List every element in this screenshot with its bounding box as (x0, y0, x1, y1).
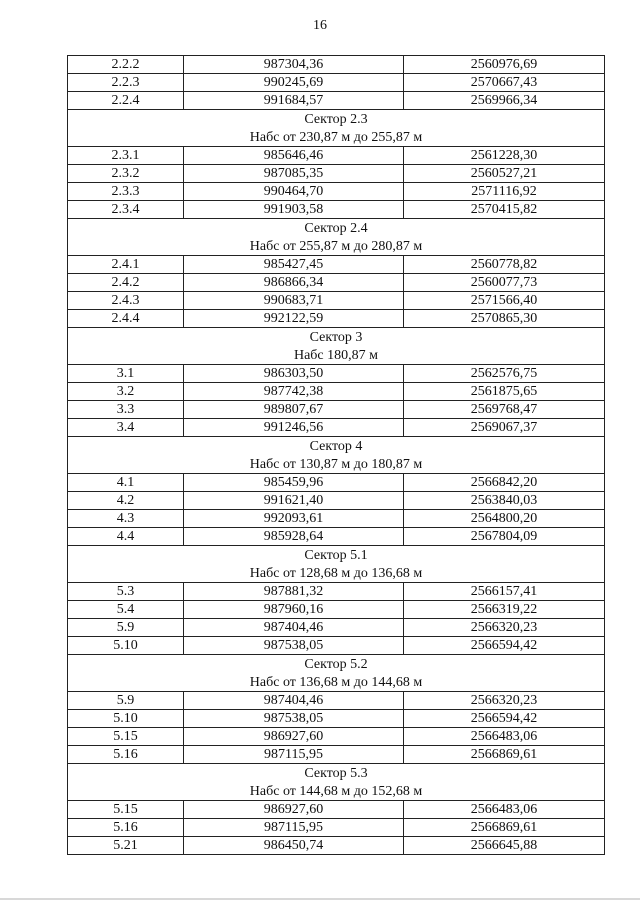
x-coordinate-cell: 986927,60 (184, 801, 404, 819)
y-coordinate-cell: 2571566,40 (404, 292, 605, 310)
table-row (68, 492, 605, 510)
section-title-row (68, 110, 605, 130)
section-subtitle-row (68, 129, 605, 147)
y-coordinate-cell: 2566157,41 (404, 583, 605, 601)
table-row (68, 728, 605, 746)
y-coordinate-cell: 2570667,43 (404, 74, 605, 92)
x-coordinate-cell: 987304,36 (184, 56, 404, 74)
point-id-cell: 4.4 (68, 528, 184, 546)
y-coordinate-cell: 2566320,23 (404, 692, 605, 710)
y-coordinate-cell: 2566319,22 (404, 601, 605, 619)
point-id-cell: 2.2.4 (68, 92, 184, 110)
x-coordinate-cell: 985928,64 (184, 528, 404, 546)
y-coordinate-cell: 2560778,82 (404, 256, 605, 274)
point-id-cell: 2.4.3 (68, 292, 184, 310)
section-subtitle-row (68, 565, 605, 583)
point-id-cell: 2.2.2 (68, 56, 184, 74)
table-row (68, 692, 605, 710)
page-bottom-rule (0, 898, 640, 900)
point-id-cell: 5.9 (68, 619, 184, 637)
y-coordinate-cell: 2561228,30 (404, 147, 605, 165)
x-coordinate-cell: 992093,61 (184, 510, 404, 528)
point-id-cell: 2.4.1 (68, 256, 184, 274)
point-id-cell: 2.4.2 (68, 274, 184, 292)
table-row (68, 619, 605, 637)
table-row (68, 147, 605, 165)
point-id-cell: 3.2 (68, 383, 184, 401)
table-row (68, 474, 605, 492)
section-elevation: Набс от 128,68 м до 136,68 м (68, 565, 605, 583)
section-title: Сектор 4 (68, 437, 605, 457)
x-coordinate-cell: 987404,46 (184, 619, 404, 637)
table-row (68, 56, 605, 74)
table-row (68, 274, 605, 292)
point-id-cell: 2.3.4 (68, 201, 184, 219)
y-coordinate-cell: 2566594,42 (404, 710, 605, 728)
table-row (68, 365, 605, 383)
table-row (68, 528, 605, 546)
y-coordinate-cell: 2571116,92 (404, 183, 605, 201)
point-id-cell: 5.15 (68, 728, 184, 746)
y-coordinate-cell: 2566842,20 (404, 474, 605, 492)
point-id-cell: 3.3 (68, 401, 184, 419)
table-row (68, 419, 605, 437)
y-coordinate-cell: 2561875,65 (404, 383, 605, 401)
point-id-cell: 4.1 (68, 474, 184, 492)
point-id-cell: 5.10 (68, 710, 184, 728)
y-coordinate-cell: 2566869,61 (404, 819, 605, 837)
x-coordinate-cell: 990683,71 (184, 292, 404, 310)
point-id-cell: 2.3.1 (68, 147, 184, 165)
y-coordinate-cell: 2569768,47 (404, 401, 605, 419)
coordinates-table (67, 55, 605, 855)
x-coordinate-cell: 987538,05 (184, 637, 404, 655)
section-title-row (68, 546, 605, 566)
table-row (68, 74, 605, 92)
section-elevation: Набс 180,87 м (68, 347, 605, 365)
y-coordinate-cell: 2560077,73 (404, 274, 605, 292)
point-id-cell: 5.15 (68, 801, 184, 819)
y-coordinate-cell: 2566869,61 (404, 746, 605, 764)
x-coordinate-cell: 990464,70 (184, 183, 404, 201)
point-id-cell: 3.4 (68, 419, 184, 437)
point-id-cell: 2.2.3 (68, 74, 184, 92)
section-title-row (68, 328, 605, 348)
table-row (68, 801, 605, 819)
y-coordinate-cell: 2564800,20 (404, 510, 605, 528)
table-row (68, 637, 605, 655)
x-coordinate-cell: 987960,16 (184, 601, 404, 619)
y-coordinate-cell: 2560976,69 (404, 56, 605, 74)
point-id-cell: 3.1 (68, 365, 184, 383)
point-id-cell: 5.4 (68, 601, 184, 619)
table-row (68, 383, 605, 401)
point-id-cell: 4.3 (68, 510, 184, 528)
table-row (68, 710, 605, 728)
y-coordinate-cell: 2562576,75 (404, 365, 605, 383)
section-title-row (68, 655, 605, 675)
y-coordinate-cell: 2560527,21 (404, 165, 605, 183)
x-coordinate-cell: 986303,50 (184, 365, 404, 383)
table-row (68, 583, 605, 601)
section-title-row (68, 764, 605, 784)
x-coordinate-cell: 986866,34 (184, 274, 404, 292)
x-coordinate-cell: 991621,40 (184, 492, 404, 510)
x-coordinate-cell: 985427,45 (184, 256, 404, 274)
section-title: Сектор 2.3 (68, 110, 605, 130)
y-coordinate-cell: 2566320,23 (404, 619, 605, 637)
x-coordinate-cell: 991903,58 (184, 201, 404, 219)
table-row (68, 837, 605, 855)
section-title-row (68, 437, 605, 457)
point-id-cell: 2.3.2 (68, 165, 184, 183)
y-coordinate-cell: 2570415,82 (404, 201, 605, 219)
table-row (68, 256, 605, 274)
x-coordinate-cell: 987538,05 (184, 710, 404, 728)
page-number: 16 (313, 18, 327, 33)
y-coordinate-cell: 2563840,03 (404, 492, 605, 510)
y-coordinate-cell: 2566483,06 (404, 801, 605, 819)
x-coordinate-cell: 991246,56 (184, 419, 404, 437)
y-coordinate-cell: 2569067,37 (404, 419, 605, 437)
coordinates-table-body (68, 56, 605, 855)
y-coordinate-cell: 2566483,06 (404, 728, 605, 746)
section-subtitle-row (68, 456, 605, 474)
x-coordinate-cell: 987404,46 (184, 692, 404, 710)
y-coordinate-cell: 2567804,09 (404, 528, 605, 546)
section-title: Сектор 5.1 (68, 546, 605, 566)
point-id-cell: 2.3.3 (68, 183, 184, 201)
x-coordinate-cell: 992122,59 (184, 310, 404, 328)
section-title: Сектор 5.2 (68, 655, 605, 675)
section-subtitle-row (68, 674, 605, 692)
point-id-cell: 5.21 (68, 837, 184, 855)
x-coordinate-cell: 987085,35 (184, 165, 404, 183)
x-coordinate-cell: 986450,74 (184, 837, 404, 855)
section-title: Сектор 2.4 (68, 219, 605, 239)
section-subtitle-row (68, 238, 605, 256)
section-elevation: Набс от 130,87 м до 180,87 м (68, 456, 605, 474)
x-coordinate-cell: 989807,67 (184, 401, 404, 419)
point-id-cell: 5.16 (68, 746, 184, 764)
x-coordinate-cell: 987115,95 (184, 746, 404, 764)
point-id-cell: 5.10 (68, 637, 184, 655)
section-elevation: Набс от 144,68 м до 152,68 м (68, 783, 605, 801)
x-coordinate-cell: 990245,69 (184, 74, 404, 92)
section-subtitle-row (68, 347, 605, 365)
x-coordinate-cell: 985646,46 (184, 147, 404, 165)
table-row (68, 601, 605, 619)
table-row (68, 201, 605, 219)
section-elevation: Набс от 230,87 м до 255,87 м (68, 129, 605, 147)
y-coordinate-cell: 2566594,42 (404, 637, 605, 655)
point-id-cell: 4.2 (68, 492, 184, 510)
table-row (68, 746, 605, 764)
table-row (68, 292, 605, 310)
point-id-cell: 5.16 (68, 819, 184, 837)
section-elevation: Набс от 255,87 м до 280,87 м (68, 238, 605, 256)
section-title-row (68, 219, 605, 239)
x-coordinate-cell: 985459,96 (184, 474, 404, 492)
table-row (68, 183, 605, 201)
section-title: Сектор 3 (68, 328, 605, 348)
table-row (68, 510, 605, 528)
x-coordinate-cell: 987881,32 (184, 583, 404, 601)
point-id-cell: 2.4.4 (68, 310, 184, 328)
table-row (68, 819, 605, 837)
x-coordinate-cell: 991684,57 (184, 92, 404, 110)
table-row (68, 92, 605, 110)
table-row (68, 401, 605, 419)
section-elevation: Набс от 136,68 м до 144,68 м (68, 674, 605, 692)
table-row (68, 165, 605, 183)
section-title: Сектор 5.3 (68, 764, 605, 784)
x-coordinate-cell: 986927,60 (184, 728, 404, 746)
x-coordinate-cell: 987115,95 (184, 819, 404, 837)
section-subtitle-row (68, 783, 605, 801)
y-coordinate-cell: 2569966,34 (404, 92, 605, 110)
y-coordinate-cell: 2566645,88 (404, 837, 605, 855)
point-id-cell: 5.9 (68, 692, 184, 710)
table-row (68, 310, 605, 328)
coordinates-table-container (67, 55, 604, 855)
y-coordinate-cell: 2570865,30 (404, 310, 605, 328)
x-coordinate-cell: 987742,38 (184, 383, 404, 401)
point-id-cell: 5.3 (68, 583, 184, 601)
